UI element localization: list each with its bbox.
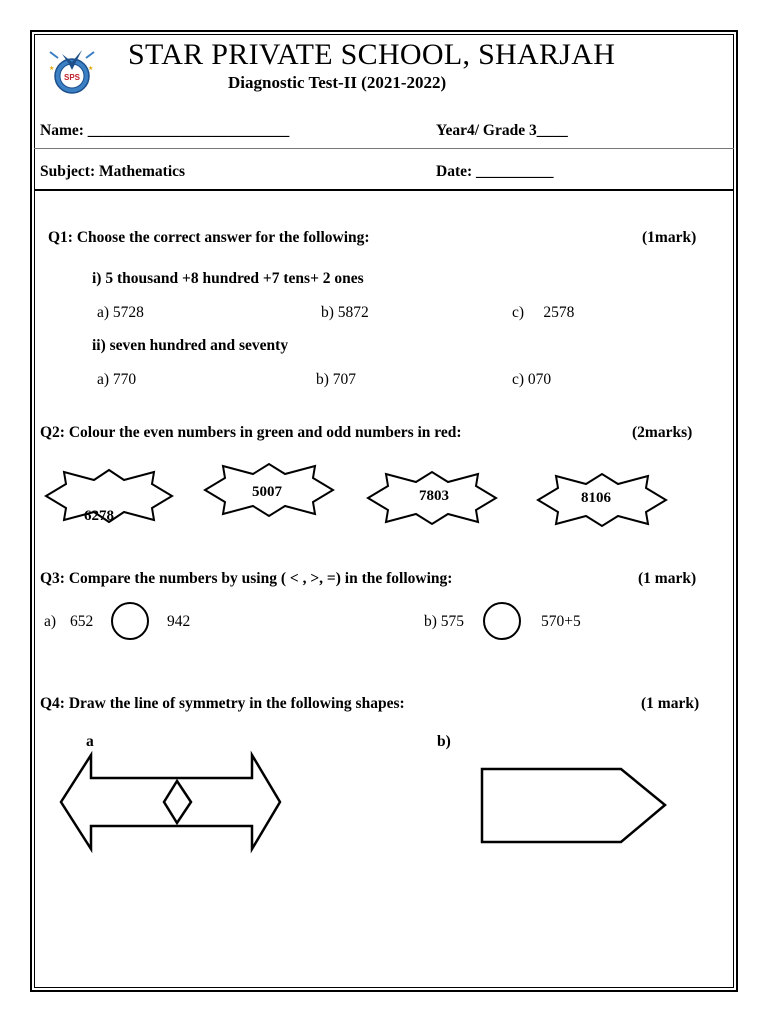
- star-number-4: 8106: [581, 490, 611, 506]
- q1-part1-option-a[interactable]: a) 5728: [97, 304, 144, 321]
- subject-label: Subject: Mathematics: [40, 163, 186, 180]
- school-logo: [44, 40, 100, 98]
- q3-b-compare-circle[interactable]: [483, 602, 521, 640]
- q1-marks: (1mark): [642, 229, 697, 246]
- q3-a-compare-circle[interactable]: [111, 602, 149, 640]
- header-divider: [34, 148, 734, 149]
- school-name: STAR PRIVATE SCHOOL, SHARJAH: [128, 38, 616, 71]
- q2-title: Q2: Colour the even numbers in green and odd numbers in red:: [40, 424, 462, 441]
- q1-part2-option-a[interactable]: a) 770: [97, 371, 137, 388]
- svg-text:★: ★: [49, 66, 55, 72]
- q1-part2-option-b[interactable]: b) 707: [316, 371, 357, 388]
- star-number-2: 5007: [252, 484, 282, 500]
- q4-b-label: b): [437, 733, 451, 750]
- logo-text: SPS: [63, 73, 81, 82]
- q1-part1-option-b[interactable]: b) 5872: [321, 304, 369, 321]
- q4-marks: (1 mark): [641, 695, 700, 712]
- double-arrow-shape[interactable]: [60, 754, 282, 850]
- pentagon-arrow-shape[interactable]: [481, 768, 667, 844]
- date-field[interactable]: Date: __________: [436, 163, 554, 180]
- q3-a-right-number: 942: [167, 613, 191, 630]
- q3-a-left-number: 652: [70, 613, 94, 630]
- star-number-1: 6278: [84, 508, 114, 524]
- header-bottom-rule: [34, 189, 734, 191]
- q3-title: Q3: Compare the numbers by using ( < , >, =) in the following:: [40, 570, 453, 587]
- q4-title: Q4: Draw the line of symmetry in the following shapes:: [40, 695, 405, 712]
- star-number-3: 7803: [419, 488, 449, 504]
- q3-a-label: a): [44, 613, 57, 630]
- test-name: Diagnostic Test-II (2021-2022): [228, 73, 447, 92]
- q1-part2-prompt: ii) seven hundred and seventy: [92, 337, 289, 354]
- q1-part1-prompt: i) 5 thousand +8 hundred +7 tens+ 2 ones: [92, 270, 364, 287]
- name-field[interactable]: Name: __________________________: [40, 122, 290, 139]
- q3-b-left-number: b) 575: [424, 613, 465, 630]
- q1-part2-option-c[interactable]: c) 070: [512, 371, 552, 388]
- q1-title: Q1: Choose the correct answer for the following:: [48, 229, 370, 246]
- q4-a-label: a: [86, 733, 94, 750]
- svg-text:★: ★: [88, 66, 94, 72]
- grade-field[interactable]: Year4/ Grade 3____: [436, 122, 568, 139]
- q2-marks: (2marks): [632, 424, 693, 441]
- q3-marks: (1 mark): [638, 570, 697, 587]
- q3-b-right-number: 570+5: [541, 613, 581, 630]
- q1-part1-option-c[interactable]: c) 2578: [512, 304, 575, 321]
